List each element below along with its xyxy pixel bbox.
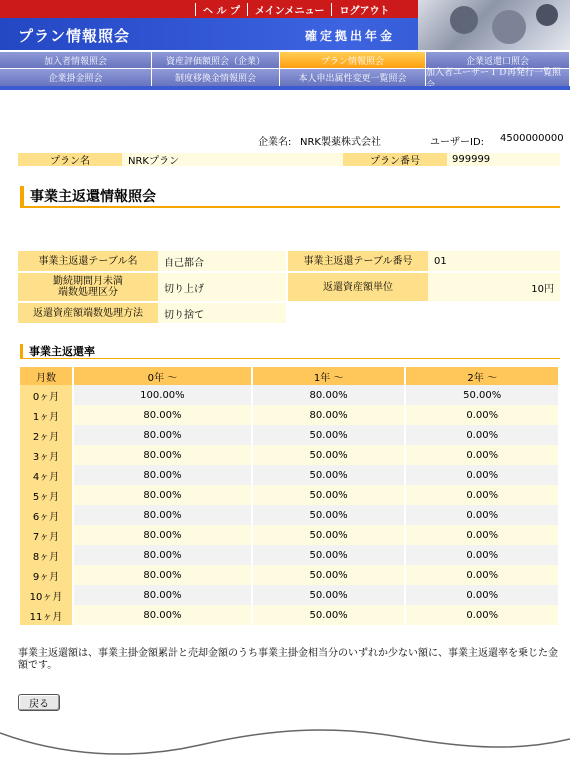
rate-value-cell: 0.00%: [406, 485, 558, 505]
torn-edge: [0, 715, 570, 767]
rate-value-cell: 0.00%: [406, 565, 558, 585]
nav-plan-info[interactable]: プラン情報照会: [280, 52, 426, 68]
rate-row: [20, 465, 558, 485]
rate-value-cell: 50.00%: [253, 525, 405, 545]
rate-row: [20, 525, 558, 545]
fraction-value: 切り上げ: [158, 273, 286, 301]
rate-month-cell: 2ヶ月: [20, 425, 72, 445]
nav-member-info[interactable]: 加入者情報照会: [0, 52, 152, 68]
rate-row: [20, 565, 558, 585]
rate-value-cell: 0.00%: [406, 465, 558, 485]
nav-transfer-info[interactable]: 制度移換金情報照会: [152, 69, 280, 86]
nav-userid-reissue[interactable]: 加入者ユーザーＩＤ再発行一覧照: [426, 69, 570, 86]
rate-month-cell: 9ヶ月: [20, 565, 72, 585]
nav-asset-valuation[interactable]: 資産評価額照会（企業）: [152, 52, 280, 68]
rate-value-cell: 0.00%: [406, 605, 558, 625]
plan-number: 999999: [452, 154, 491, 165]
rate-value-cell: 50.00%: [406, 385, 558, 405]
rate-value-cell: 0.00%: [406, 445, 558, 465]
rate-value-cell: 80.00%: [74, 465, 251, 485]
rate-value-cell: 50.00%: [253, 465, 405, 485]
rates-table: [18, 367, 560, 625]
footnote: 事業主返還額は、事業主掛金額累計と売却金額のうち事業主掛金相当分のいずれか少ない額に、事業主返還率を乗じた金額です。: [18, 648, 558, 671]
plan-name-label: プラン名: [18, 153, 122, 166]
plan-name: NRKプラン: [128, 156, 179, 167]
fraction-label: 勤続期間月未満 端数処理区分: [18, 273, 158, 301]
back-button[interactable]: 戻る: [18, 694, 60, 711]
rate-month-cell: 1ヶ月: [20, 405, 72, 425]
rate-month-cell: 0ヶ月: [20, 385, 72, 405]
table-name: 自己都合: [158, 251, 286, 271]
company-label: 企業名:: [258, 137, 292, 148]
rate-value-cell: 0.00%: [406, 585, 558, 605]
rate-row: [20, 545, 558, 565]
plan-number-label: プラン番号: [343, 153, 447, 166]
rate-value-cell: 50.00%: [253, 445, 405, 465]
rate-value-cell: 80.00%: [253, 405, 405, 425]
rate-value-cell: 100.00%: [74, 385, 251, 405]
table-number: 01: [428, 251, 560, 271]
rate-month-cell: 6ヶ月: [20, 505, 72, 525]
rate-row: [20, 425, 558, 445]
rounding-value: 切り捨て: [158, 303, 286, 323]
rate-month-cell: 10ヶ月: [20, 585, 72, 605]
rate-value-cell: 80.00%: [74, 525, 251, 545]
col-year-0: 0年 ～: [74, 367, 251, 385]
company-name: NRK製薬株式会社: [300, 137, 381, 148]
photo-figure: [450, 6, 478, 34]
rate-value-cell: 50.00%: [253, 545, 405, 565]
rounding-label: 返還資産額端数処理方法: [18, 303, 158, 323]
rate-row: [20, 445, 558, 465]
rate-value-cell: 80.00%: [74, 605, 251, 625]
unit-label: 返還資産額単位: [288, 273, 428, 301]
app-subtitle: 確定拠出年金: [305, 29, 396, 43]
logout-link[interactable]: ログアウト: [339, 5, 390, 17]
rate-row: [20, 605, 558, 625]
rates-header-row: [20, 367, 558, 385]
table-name-label: 事業主返還テーブル名: [18, 251, 158, 271]
rate-value-cell: 0.00%: [406, 525, 558, 545]
rate-value-cell: 80.00%: [74, 485, 251, 505]
col-year-2: 2年 ～: [406, 367, 558, 385]
top-links: [195, 0, 396, 18]
table-number-label: 事業主返還テーブル番号: [288, 251, 428, 271]
user-id: 4500000000: [500, 133, 564, 144]
rate-value-cell: 0.00%: [406, 505, 558, 525]
rate-value-cell: 50.00%: [253, 505, 405, 525]
rate-value-cell: 0.00%: [406, 425, 558, 445]
nav-company-return[interactable]: 企業返還口照会: [426, 52, 570, 68]
help-link[interactable]: ヘ ル プ: [203, 5, 240, 17]
rate-value-cell: 50.00%: [253, 485, 405, 505]
user-id-label: ユーザーID:: [430, 137, 485, 148]
nav-attribute-change[interactable]: 本人申出属性変更一覧照会: [280, 69, 426, 86]
col-month: 月数: [20, 367, 72, 385]
rate-row: [20, 585, 558, 605]
rate-month-cell: 3ヶ月: [20, 445, 72, 465]
rate-row: [20, 505, 558, 525]
rate-value-cell: 50.00%: [253, 585, 405, 605]
rate-month-cell: 5ヶ月: [20, 485, 72, 505]
rate-month-cell: 7ヶ月: [20, 525, 72, 545]
col-year-1: 1年 ～: [253, 367, 405, 385]
rate-value-cell: 80.00%: [74, 505, 251, 525]
app-title: プラン情報照会: [18, 27, 131, 45]
main-menu-link[interactable]: メインメニュー: [254, 5, 325, 17]
rate-month-cell: 8ヶ月: [20, 545, 72, 565]
rate-row: [20, 405, 558, 425]
rate-value-cell: 80.00%: [74, 565, 251, 585]
rate-value-cell: 80.00%: [74, 405, 251, 425]
rate-value-cell: 0.00%: [406, 545, 558, 565]
rate-value-cell: 80.00%: [74, 445, 251, 465]
rates-body: [20, 385, 558, 625]
rate-value-cell: 50.00%: [253, 565, 405, 585]
nav-contribution[interactable]: 企業掛金照会: [0, 69, 152, 86]
rate-value-cell: 50.00%: [253, 605, 405, 625]
header-photo: [418, 0, 570, 50]
photo-figure: [492, 10, 526, 44]
rate-month-cell: 11ヶ月: [20, 605, 72, 625]
rate-month-cell: 4ヶ月: [20, 465, 72, 485]
unit-value: 10円: [428, 273, 560, 301]
rate-value-cell: 80.00%: [253, 385, 405, 405]
nav-row-2: [0, 69, 570, 86]
rate-value-cell: 80.00%: [74, 585, 251, 605]
rate-row: [20, 485, 558, 505]
page-title: 事業主返還情報照会: [20, 186, 560, 208]
rate-value-cell: 80.00%: [74, 425, 251, 445]
rate-row: [20, 385, 558, 405]
photo-figure: [536, 4, 558, 26]
rate-value-cell: 50.00%: [253, 425, 405, 445]
rates-title: 事業主返還率: [20, 344, 560, 359]
rate-value-cell: 80.00%: [74, 545, 251, 565]
nav-divider: [0, 86, 570, 90]
rate-value-cell: 0.00%: [406, 405, 558, 425]
